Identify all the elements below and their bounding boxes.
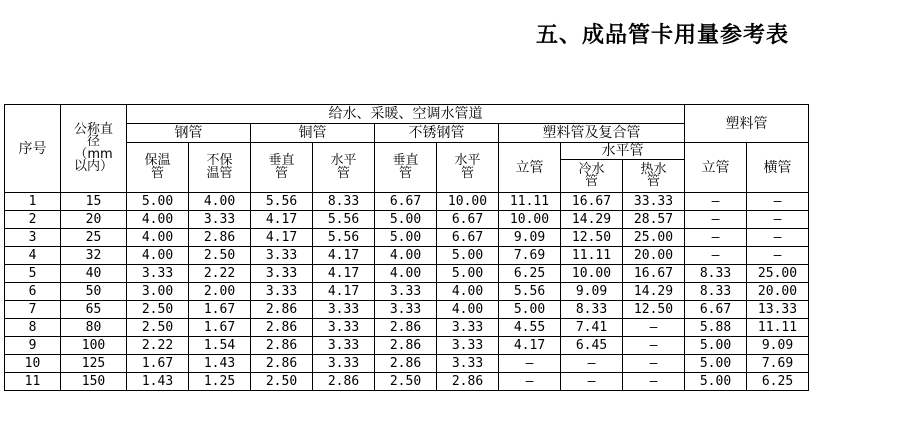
table-row bbox=[5, 355, 809, 373]
table-cell: 2 bbox=[5, 211, 61, 229]
table-cell: 2.50 bbox=[375, 373, 437, 391]
header-plastic-riser: 立管 bbox=[685, 143, 747, 193]
table-cell: 3.33 bbox=[251, 247, 313, 265]
header-copper-horizontal bbox=[313, 143, 375, 193]
table-cell: 5.00 bbox=[499, 301, 561, 319]
table-cell: 11.11 bbox=[561, 247, 623, 265]
table-cell: 5.56 bbox=[499, 283, 561, 301]
header-stainless-vertical bbox=[375, 143, 437, 193]
table-cell: 7.69 bbox=[499, 247, 561, 265]
table-cell: 4.00 bbox=[127, 247, 189, 265]
header-stainless-horizontal bbox=[437, 143, 499, 193]
table-cell: 25 bbox=[61, 229, 127, 247]
table-cell: 2.00 bbox=[189, 283, 251, 301]
table-cell: 14.29 bbox=[623, 283, 685, 301]
table-cell: 8.33 bbox=[685, 283, 747, 301]
table-cell: 3.33 bbox=[437, 337, 499, 355]
table-cell: 150 bbox=[61, 373, 127, 391]
header-horizontal-pipe: 水平管 bbox=[561, 143, 685, 160]
table-cell: 11.11 bbox=[747, 319, 809, 337]
table-cell: 32 bbox=[61, 247, 127, 265]
table-cell: 10.00 bbox=[437, 193, 499, 211]
header-copper-horizontal-label: 水平管 bbox=[330, 153, 357, 181]
table-cell: 1.43 bbox=[127, 373, 189, 391]
table-cell: 3.33 bbox=[313, 355, 375, 373]
table-cell: 9 bbox=[5, 337, 61, 355]
table-cell: 33.33 bbox=[623, 193, 685, 211]
header-group-water: 给水、采暖、空调水管道 bbox=[127, 105, 685, 124]
table-cell: 8.33 bbox=[561, 301, 623, 319]
table-cell: 2.86 bbox=[251, 355, 313, 373]
table-cell: 5.56 bbox=[313, 229, 375, 247]
table-cell: 1.54 bbox=[189, 337, 251, 355]
table-cell: 7.41 bbox=[561, 319, 623, 337]
table-cell: 4.17 bbox=[313, 265, 375, 283]
table-cell: 6.67 bbox=[437, 229, 499, 247]
header-insulated bbox=[127, 143, 189, 193]
table-cell: 4 bbox=[5, 247, 61, 265]
header-copper-vertical bbox=[251, 143, 313, 193]
table-cell: — bbox=[561, 355, 623, 373]
header-copper: 铜管 bbox=[251, 124, 375, 143]
table-cell: 5 bbox=[5, 265, 61, 283]
table-cell: 11.11 bbox=[499, 193, 561, 211]
table-cell: 2.86 bbox=[251, 337, 313, 355]
table-cell: 3.33 bbox=[313, 337, 375, 355]
table-cell: 15 bbox=[61, 193, 127, 211]
table-cell: 2.86 bbox=[375, 355, 437, 373]
header-hot-water bbox=[623, 160, 685, 193]
table-row bbox=[5, 247, 809, 265]
table-cell: 2.86 bbox=[437, 373, 499, 391]
table-cell: 9.09 bbox=[499, 229, 561, 247]
table-cell: 2.50 bbox=[127, 319, 189, 337]
table-cell: 6.67 bbox=[685, 301, 747, 319]
header-stainless-horizontal-label: 水平管 bbox=[454, 153, 481, 181]
table-cell: 2.86 bbox=[375, 337, 437, 355]
table-cell: — bbox=[623, 373, 685, 391]
table-cell: 6.25 bbox=[499, 265, 561, 283]
table-cell: 12.50 bbox=[561, 229, 623, 247]
table-cell: 5.00 bbox=[437, 265, 499, 283]
table-cell: 4.00 bbox=[437, 283, 499, 301]
table-cell: 5.00 bbox=[437, 247, 499, 265]
table-cell: 10 bbox=[5, 355, 61, 373]
table-cell: 5.00 bbox=[375, 211, 437, 229]
table-row bbox=[5, 229, 809, 247]
table-cell: — bbox=[747, 229, 809, 247]
table-cell: 3.00 bbox=[127, 283, 189, 301]
table-cell: 13.33 bbox=[747, 301, 809, 319]
table-cell: 6.67 bbox=[437, 211, 499, 229]
table-cell: 8 bbox=[5, 319, 61, 337]
table-cell: 20 bbox=[61, 211, 127, 229]
table-cell: 3.33 bbox=[375, 283, 437, 301]
table-cell: 5.00 bbox=[375, 229, 437, 247]
table-cell: 1.25 bbox=[189, 373, 251, 391]
table-cell: 3.33 bbox=[127, 265, 189, 283]
table-cell: 14.29 bbox=[561, 211, 623, 229]
table-cell: 9.09 bbox=[561, 283, 623, 301]
table-cell: 9.09 bbox=[747, 337, 809, 355]
table-cell: 10.00 bbox=[499, 211, 561, 229]
header-plastic-horizontal: 横管 bbox=[747, 143, 809, 193]
table-cell: — bbox=[747, 211, 809, 229]
table-cell: 2.50 bbox=[189, 247, 251, 265]
table-cell: 2.50 bbox=[127, 301, 189, 319]
header-diameter bbox=[61, 105, 127, 193]
table-cell: 4.00 bbox=[375, 265, 437, 283]
table-cell: 2.86 bbox=[189, 229, 251, 247]
table-row bbox=[5, 301, 809, 319]
header-diameter-label: 公称直径（mm以内） bbox=[73, 121, 113, 174]
table-row bbox=[5, 283, 809, 301]
table-cell: 3.33 bbox=[375, 301, 437, 319]
header-stainless: 不锈钢管 bbox=[375, 124, 499, 143]
table-cell: 2.86 bbox=[313, 373, 375, 391]
table-cell: 4.17 bbox=[313, 247, 375, 265]
table-row bbox=[5, 211, 809, 229]
table-cell: 4.00 bbox=[375, 247, 437, 265]
table-cell: 2.86 bbox=[251, 301, 313, 319]
table-cell: 25.00 bbox=[623, 229, 685, 247]
table-cell: — bbox=[747, 193, 809, 211]
table-cell: 6.25 bbox=[747, 373, 809, 391]
table-cell: — bbox=[499, 373, 561, 391]
header-cold-water bbox=[561, 160, 623, 193]
table-cell: — bbox=[685, 247, 747, 265]
table-cell: 5.00 bbox=[127, 193, 189, 211]
table-cell: 25.00 bbox=[747, 265, 809, 283]
table-cell: 3.33 bbox=[189, 211, 251, 229]
header-insulated-label: 保温管 bbox=[144, 153, 171, 181]
table-cell: — bbox=[685, 193, 747, 211]
table-cell: 4.55 bbox=[499, 319, 561, 337]
table-cell: 50 bbox=[61, 283, 127, 301]
table-cell: 1.67 bbox=[189, 319, 251, 337]
header-hot-water-label: 热水管 bbox=[640, 161, 667, 189]
table-cell: 8.33 bbox=[685, 265, 747, 283]
table-cell: 5.00 bbox=[685, 373, 747, 391]
table-cell: 1.67 bbox=[189, 301, 251, 319]
table-cell: 10.00 bbox=[561, 265, 623, 283]
header-non-insulated bbox=[189, 143, 251, 193]
table-cell: 4.17 bbox=[251, 211, 313, 229]
table-cell: 16.67 bbox=[561, 193, 623, 211]
table-row bbox=[5, 337, 809, 355]
table-cell: 20.00 bbox=[623, 247, 685, 265]
table-cell: — bbox=[623, 337, 685, 355]
table-cell: — bbox=[685, 229, 747, 247]
table-cell: 12.50 bbox=[623, 301, 685, 319]
table-cell: 4.00 bbox=[127, 229, 189, 247]
table-cell: 4.00 bbox=[437, 301, 499, 319]
header-group-plastic: 塑料管 bbox=[685, 105, 809, 143]
header-steel: 钢管 bbox=[127, 124, 251, 143]
table-row bbox=[5, 265, 809, 283]
table-cell: — bbox=[499, 355, 561, 373]
header-copper-vertical-label: 垂直管 bbox=[268, 153, 295, 181]
header-stainless-vertical-label: 垂直管 bbox=[392, 153, 419, 181]
table-cell: 3.33 bbox=[313, 301, 375, 319]
table-cell: — bbox=[623, 319, 685, 337]
table-cell: 4.17 bbox=[313, 283, 375, 301]
table-row bbox=[5, 193, 809, 211]
table-cell: 5.56 bbox=[251, 193, 313, 211]
table-cell: 100 bbox=[61, 337, 127, 355]
table-cell: 80 bbox=[61, 319, 127, 337]
table-cell: 40 bbox=[61, 265, 127, 283]
table-cell: 16.67 bbox=[623, 265, 685, 283]
table-cell: 2.22 bbox=[127, 337, 189, 355]
table-cell: 6.67 bbox=[375, 193, 437, 211]
table-cell: — bbox=[561, 373, 623, 391]
table-cell: 6.45 bbox=[561, 337, 623, 355]
header-cold-water-label: 冷水管 bbox=[578, 161, 605, 189]
table-cell: 1 bbox=[5, 193, 61, 211]
table-cell: — bbox=[685, 211, 747, 229]
table-row bbox=[5, 373, 809, 391]
table-cell: 28.57 bbox=[623, 211, 685, 229]
table-cell: 2.50 bbox=[251, 373, 313, 391]
table-cell: 20.00 bbox=[747, 283, 809, 301]
table-cell: 3.33 bbox=[437, 319, 499, 337]
table-cell: 2.86 bbox=[375, 319, 437, 337]
table-cell: 6 bbox=[5, 283, 61, 301]
table-cell: — bbox=[623, 355, 685, 373]
header-plastic-composite: 塑料管及复合管 bbox=[499, 124, 685, 143]
table-cell: 7.69 bbox=[747, 355, 809, 373]
table-cell: 2.86 bbox=[251, 319, 313, 337]
table-cell: 5.00 bbox=[685, 355, 747, 373]
reference-table bbox=[4, 104, 809, 391]
table-cell: 11 bbox=[5, 373, 61, 391]
table-cell: 8.33 bbox=[313, 193, 375, 211]
table-cell: 4.00 bbox=[189, 193, 251, 211]
table-cell: 125 bbox=[61, 355, 127, 373]
table-cell: 65 bbox=[61, 301, 127, 319]
page-title: 五、成品管卡用量参考表 bbox=[536, 22, 790, 48]
header-riser: 立管 bbox=[499, 143, 561, 193]
table-cell: 3.33 bbox=[251, 283, 313, 301]
header-non-insulated-label: 不保温管 bbox=[206, 153, 233, 181]
table-cell: 4.17 bbox=[251, 229, 313, 247]
header-seq: 序号 bbox=[5, 105, 61, 193]
table-cell: 7 bbox=[5, 301, 61, 319]
table-cell: 1.67 bbox=[127, 355, 189, 373]
table-cell: — bbox=[747, 247, 809, 265]
table-cell: 1.43 bbox=[189, 355, 251, 373]
table-cell: 3 bbox=[5, 229, 61, 247]
table-row bbox=[5, 319, 809, 337]
table-cell: 3.33 bbox=[437, 355, 499, 373]
table-cell: 5.56 bbox=[313, 211, 375, 229]
table-cell: 4.00 bbox=[127, 211, 189, 229]
table-cell: 5.00 bbox=[685, 337, 747, 355]
table-cell: 5.88 bbox=[685, 319, 747, 337]
table-cell: 4.17 bbox=[499, 337, 561, 355]
table-cell: 3.33 bbox=[251, 265, 313, 283]
table-cell: 3.33 bbox=[313, 319, 375, 337]
table-cell: 2.22 bbox=[189, 265, 251, 283]
